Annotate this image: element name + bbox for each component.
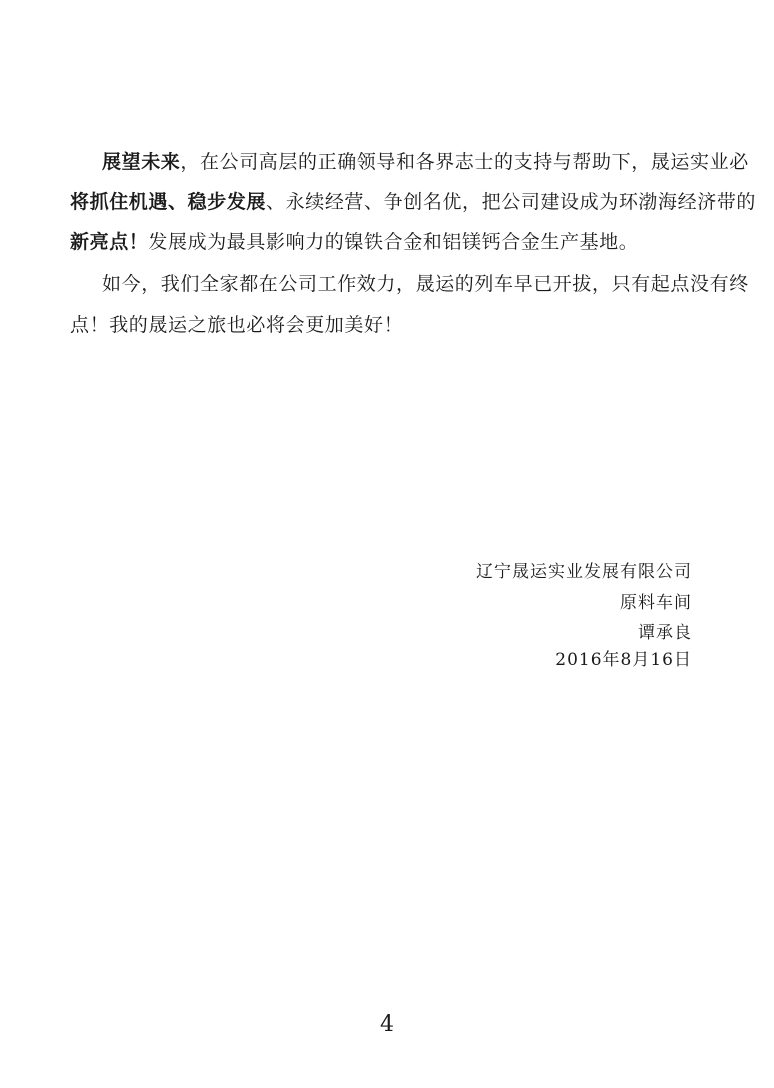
paragraph-1-line-3 (70, 230, 690, 254)
body-text: 、永续经营、争创名优，把公司建设成为环渤海经济带的 (266, 191, 757, 213)
paragraph-1-line-1 (70, 150, 749, 174)
paragraph-1-line-2 (70, 190, 757, 214)
emphasis-text: 稳步发展 (187, 191, 267, 213)
body-text: ，在公司高层的正确领导和各界志士的支持与帮助下，晟运实业必 (180, 151, 749, 173)
signature-date: 2016年8月16日 (555, 650, 692, 670)
signature-company: 辽宁晟运实业发展有限公司 (476, 562, 692, 582)
body-text: 点！我的晟运之旅也必将会更加美好！ (70, 314, 404, 336)
emphasis-separator: 、 (168, 191, 188, 213)
emphasis-text: 将抓住机遇 (70, 191, 169, 213)
body-text: 发展成为最具影响力的镍铁合金和铝镁钙合金生产基地。 (148, 231, 639, 253)
emphasis-text: 展望未来 (102, 151, 181, 173)
emphasis-text: 新亮点！ (70, 231, 149, 253)
page-number: 4 (380, 1012, 394, 1037)
paragraph-2-line-2 (70, 313, 690, 337)
paragraph-2-line-1 (70, 272, 749, 296)
body-text: 如今，我们全家都在公司工作效力，晟运的列车早已开拔，只有起点没有终 (102, 273, 749, 295)
signature-author: 谭承良 (638, 623, 692, 643)
signature-department: 原料车间 (620, 593, 692, 613)
